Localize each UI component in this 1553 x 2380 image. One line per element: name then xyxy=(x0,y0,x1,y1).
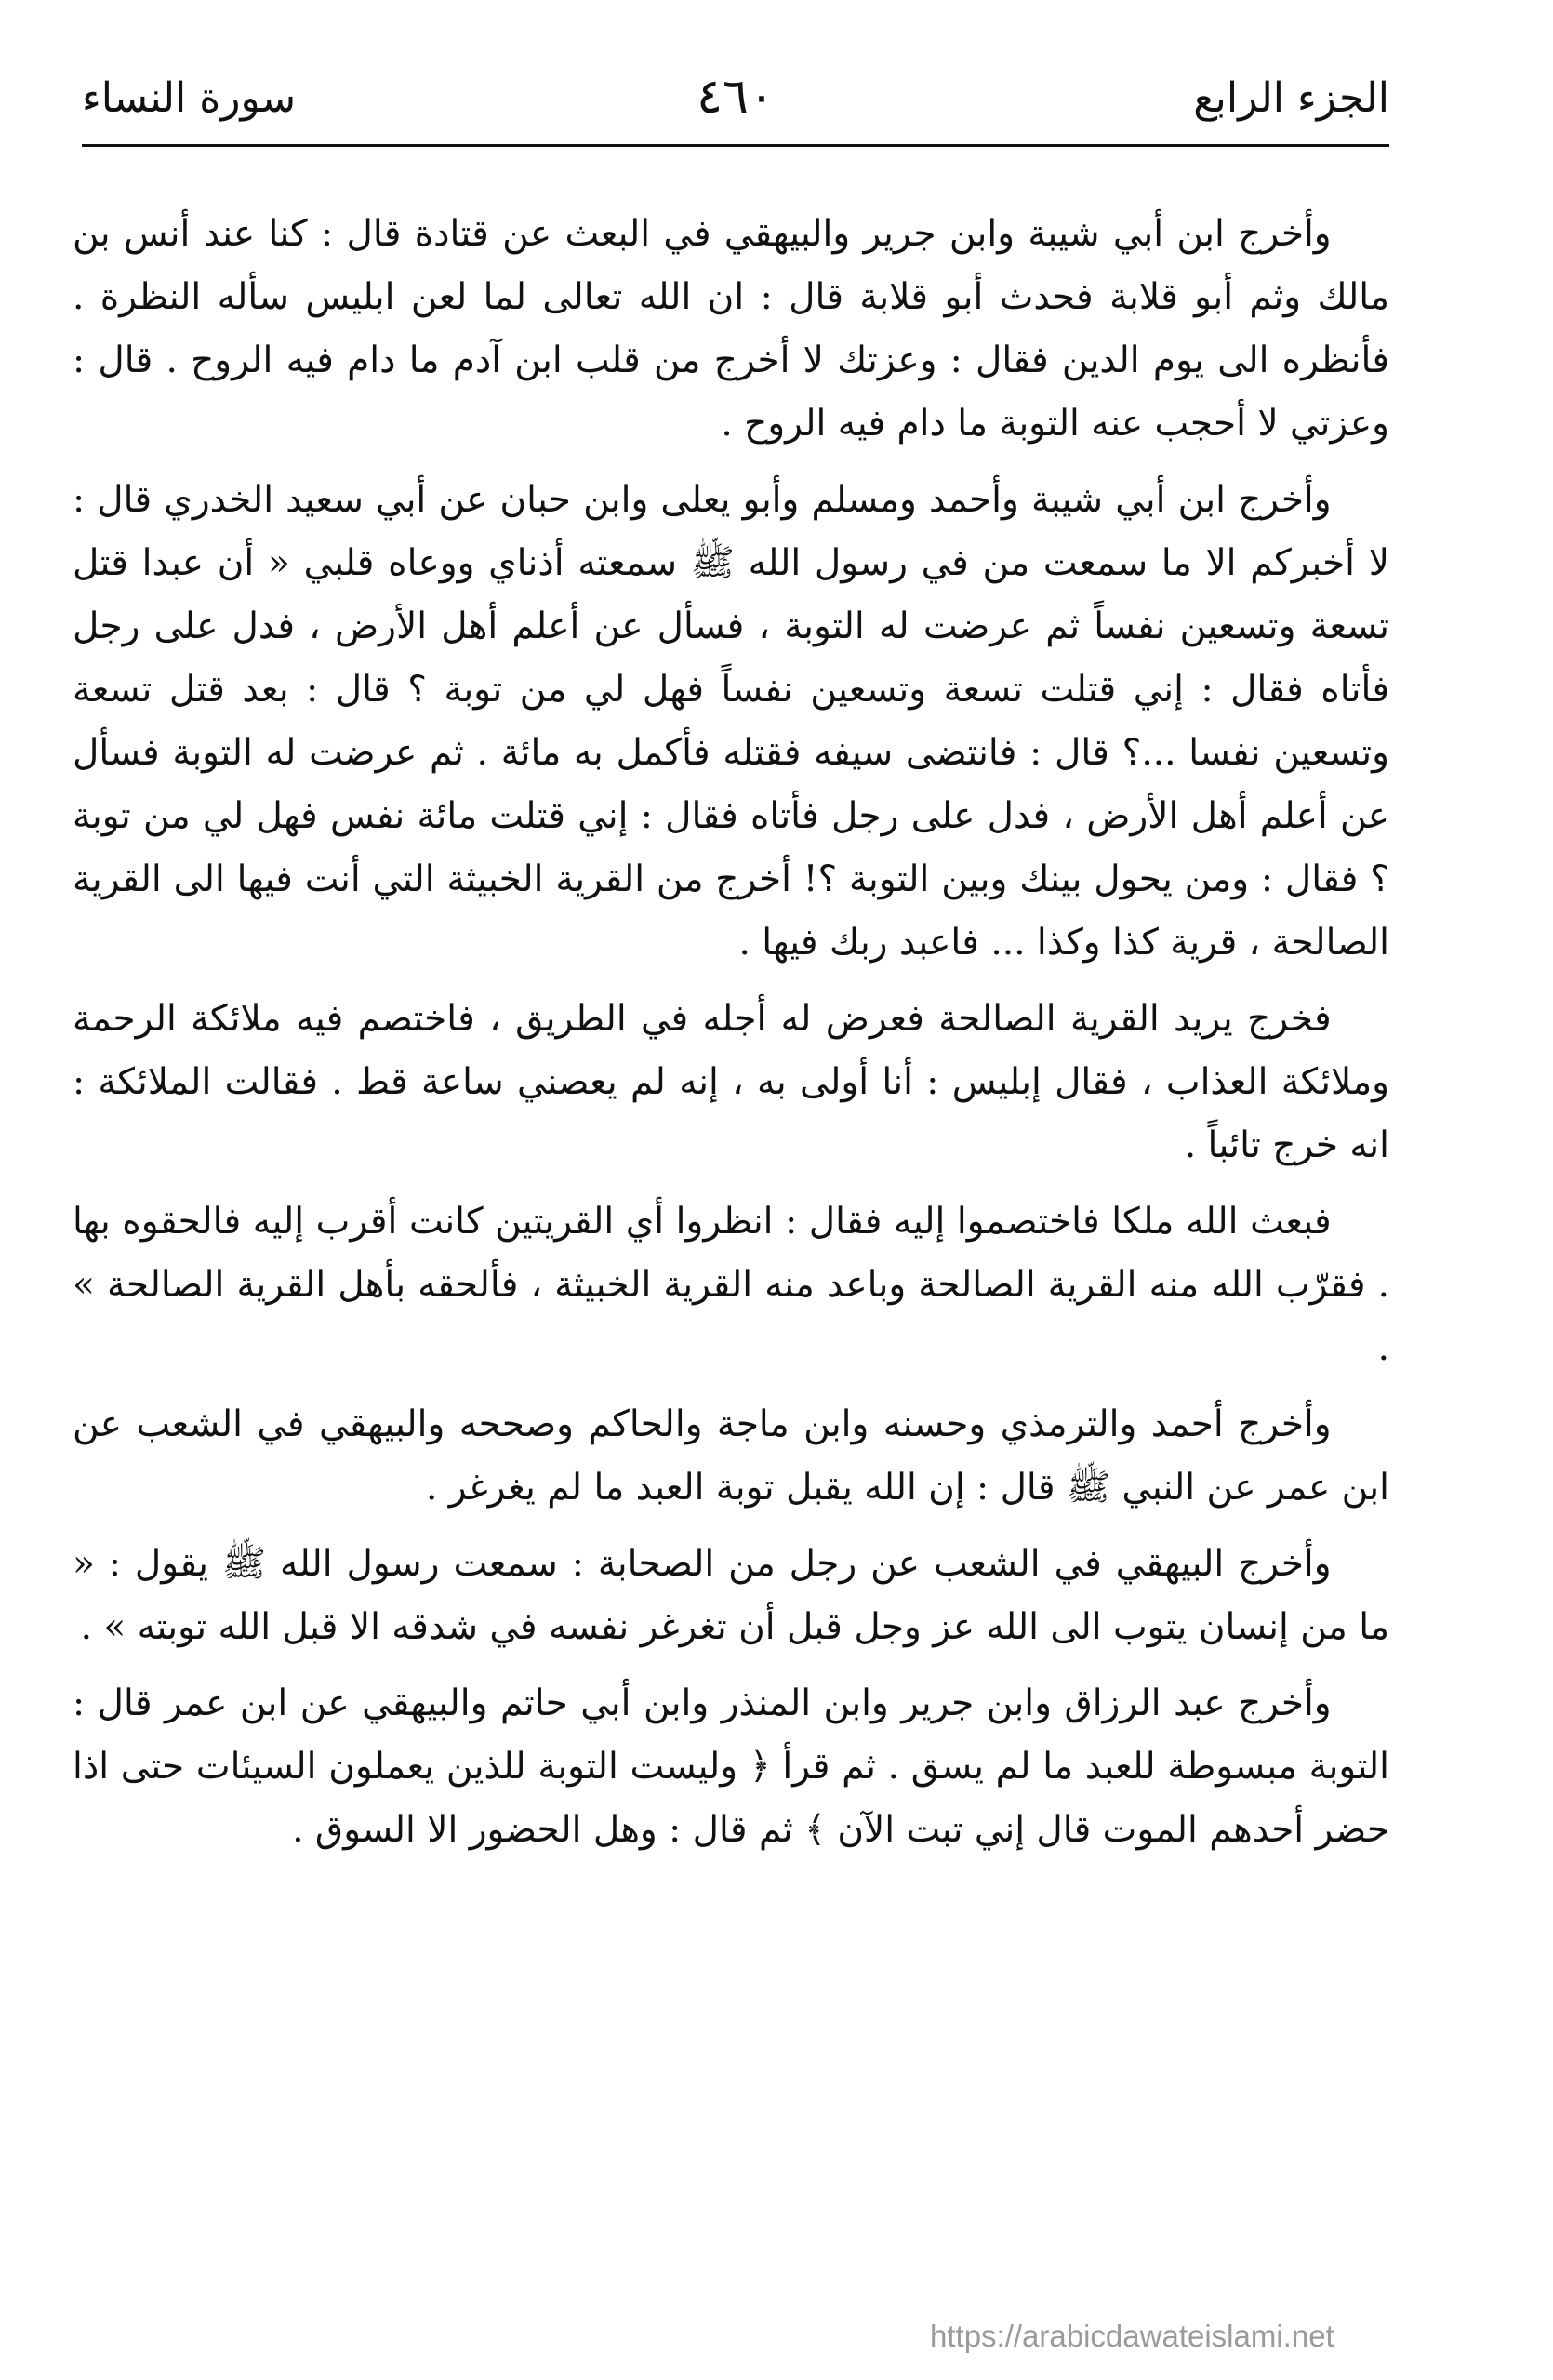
paragraph-4: فبعث الله ملكا فاختصموا إليه فقال : انظروا أي القريتين كانت أقرب إليه فالحقوه بها . فقرّب الله منه القرية الصالحة وباعد منه القرية الخبيثة ، فألحقه بأهل القرية الصالحة » . xyxy=(73,1201,1389,1369)
page-number: ٤٦٠ xyxy=(697,69,775,125)
paragraph-3: فخرج يريد القرية الصالحة فعرض له أجله في الطريق ، فاختصم فيه ملائكة الرحمة وملائكة العذاب ، فقال إبليس : أنا أولى به ، إنه لم يعصني ساعة قط . فقالت الملائكة : انه خرج تائباً . xyxy=(73,998,1389,1166)
paragraph-7: وأخرج عبد الرزاق وابن جرير وابن المنذر وابن أبي حاتم والبيهقي عن ابن عمر قال : التوبة مبسوطة للعبد ما لم يسق . ثم قرأ ﴿ وليست التوبة للذين يعملون السيئات حتى اذا حضر أحدهم الموت قال إني تبت الآن ﴾ ثم قال : وهل الحضور الا السوق . xyxy=(73,1682,1389,1851)
paragraph-6: وأخرج البيهقي في الشعب عن رجل من الصحابة : سمعت رسول الله ﷺ يقول : « ما من إنسان يتوب الى الله عز وجل قبل أن تغرغر نفسه في شدقه الا قبل الله توبته » . xyxy=(73,1543,1389,1648)
paragraph-2: وأخرج ابن أبي شيبة وأحمد ومسلم وأبو يعلى وابن حبان عن أبي سعيد الخدري قال : لا أخبركم الا ما سمعت من في رسول الله ﷺ سمعته أذناي ووعاه قلبي « أن عبدا قتل تسعة وتسعين نفساً ثم عرضت له التوبة ، فسأل عن أعلم أهل الأرض ، فدل على رجل فأتاه فقال : إني قتلت تسعة وتسعين نفساً فهل لي من توبة ؟ قال : بعد قتل تسعة وتسعين نفسا ...؟ قال : فانتضى سيفه فقتله فأكمل به مائة . ثم عرضت له التوبة فسأل عن أعلم أهل الأرض ، فدل على رجل فأتاه فقال : إني قتلت مائة نفس فهل لي من توبة ؟ فقال : ومن يحول بينك وبين التوبة ؟! أخرج من القرية الخبيثة التي أنت فيها الى القرية الصالحة ، قرية كذا وكذا ... فاعبد ربك فيها . xyxy=(73,479,1389,964)
source-watermark: https://arabicdawateislami.net xyxy=(930,2319,1334,2353)
paragraph-5: وأخرج أحمد والترمذي وحسنه وابن ماجة والحاكم وصححه والبيهقي في الشعب عن ابن عمر عن النبي ﷺ قال : إن الله يقبل توبة العبد ما لم يغرغر . xyxy=(73,1403,1389,1509)
page-body xyxy=(73,203,1389,1875)
header-divider xyxy=(82,144,1389,147)
page-header xyxy=(82,58,1389,147)
surah-title: سورة النساء xyxy=(82,74,297,122)
part-title: الجزء الرابع xyxy=(1193,74,1389,122)
paragraph-1: وأخرج ابن أبي شيبة وابن جرير والبيهقي في البعث عن قتادة قال : كنا عند أنس بن مالك وثم أبو قلابة فحدث أبو قلابة قال : ان الله تعالى لما لعن ابليس سأله النظرة . فأنظره الى يوم الدين فقال : وعزتك لا أخرج من قلب ابن آدم ما دام فيه الروح . قال : وعزتي لا أحجب عنه التوبة ما دام فيه الروح . xyxy=(73,213,1389,445)
